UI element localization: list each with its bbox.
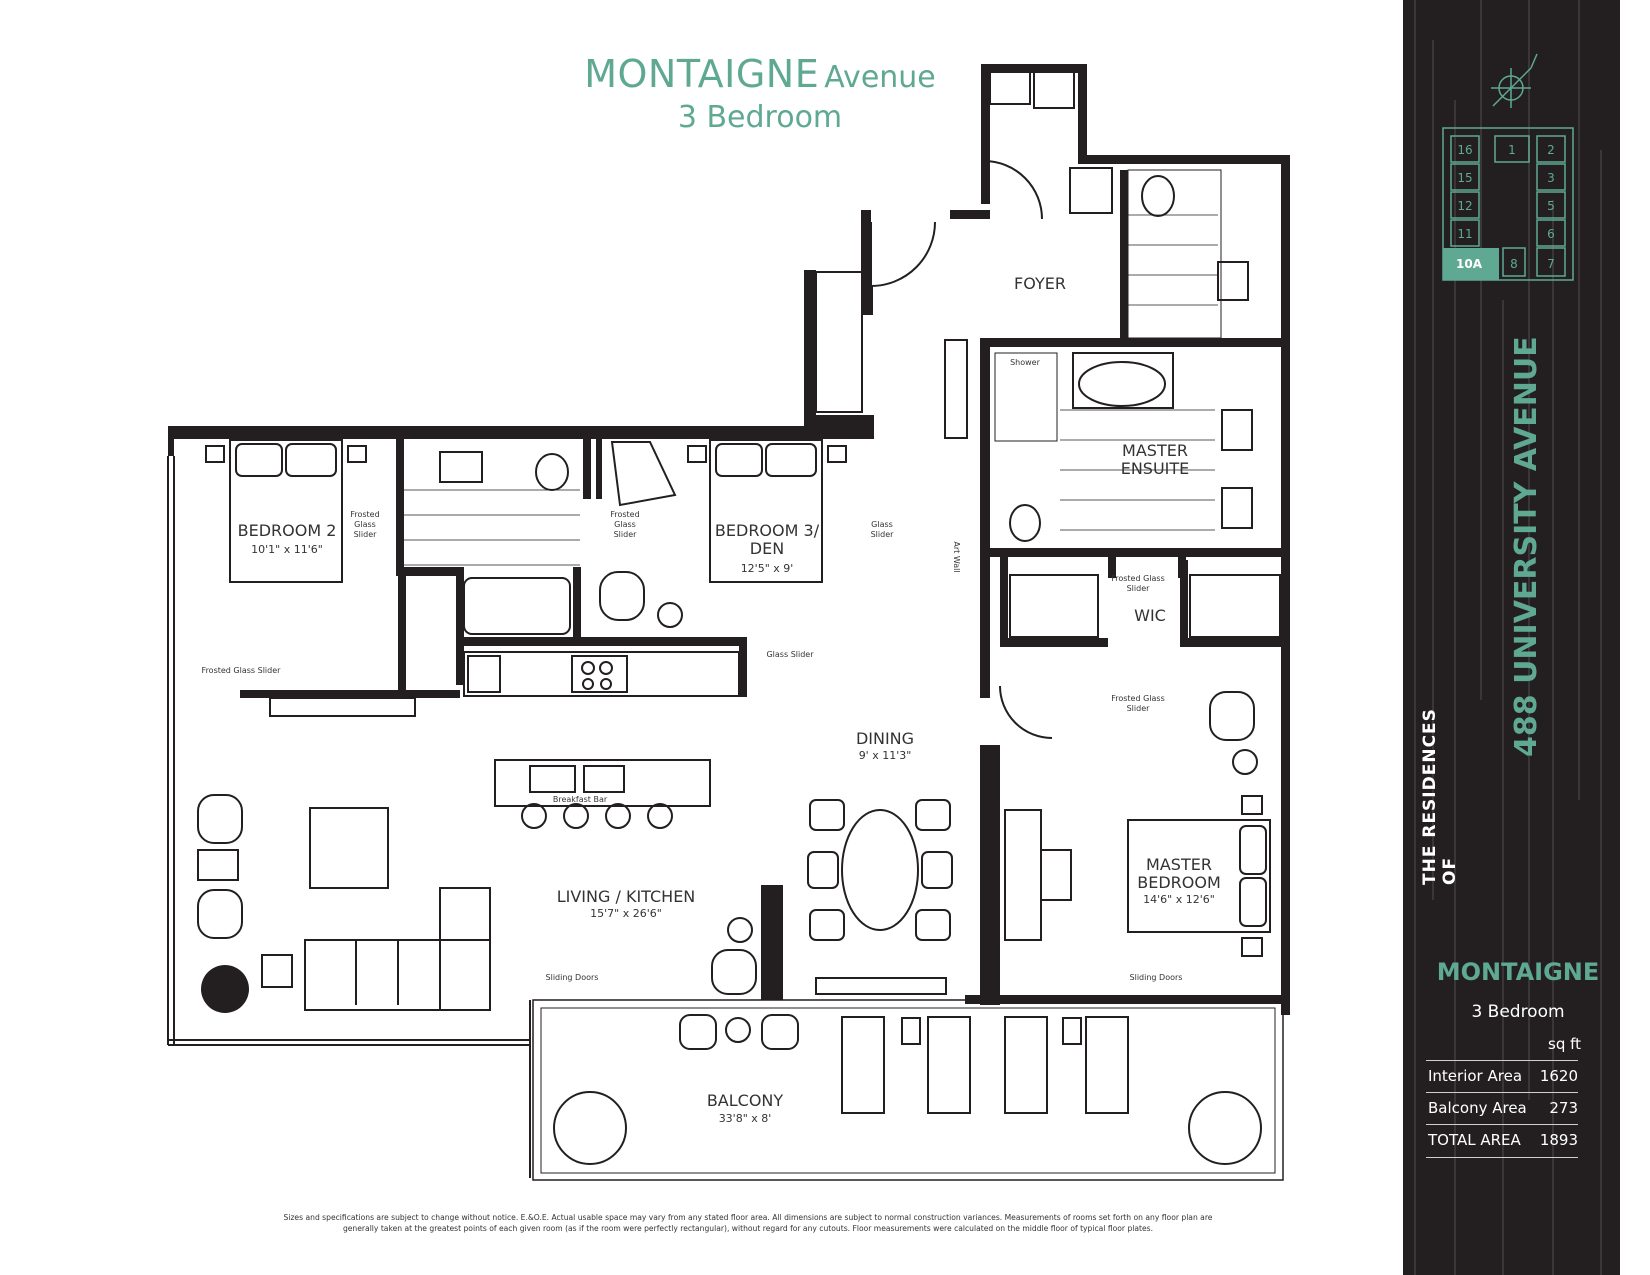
plan-subtitle: 3 Bedroom (677, 100, 843, 135)
area-row-total (1426, 1124, 1578, 1158)
area-row-balcony (1426, 1092, 1578, 1125)
round-table (201, 965, 249, 1013)
unit-12: 12 (1457, 199, 1473, 213)
frosted-slider-note-2: Frosted Glass Slider (610, 510, 640, 539)
area-row-interior (1426, 1060, 1578, 1093)
unit-15: 15 (1457, 171, 1473, 185)
living-dims: 15'7" x 26'6" (590, 907, 662, 920)
suite-word-title: Avenue (824, 60, 936, 95)
brand-title: 488 UNIVERSITY AVENUE (1509, 336, 1544, 757)
compass-icon (1491, 54, 1537, 108)
balcony-label: BALCONY (706, 1091, 784, 1110)
unit-6: 6 (1547, 227, 1555, 241)
unit-10a: 10A (1456, 257, 1482, 271)
bedroom2-label: BEDROOM 2 (237, 521, 337, 540)
unit-2: 2 (1547, 143, 1555, 157)
suite-name: MONTAIGNE (1436, 958, 1600, 986)
sliding-doors-note-2: Sliding Doors (1129, 973, 1183, 982)
area-value: 1620 (1539, 1067, 1578, 1085)
breakfast-bar-note: Breakfast Bar (552, 795, 608, 804)
brand-subtitle: THE RESIDENCES OF (1420, 708, 1460, 885)
area-label: Interior Area (1428, 1067, 1523, 1085)
frosted-glass-slider-left: Frosted Glass Slider (201, 666, 281, 675)
keyplan (1403, 40, 1620, 340)
unit-7: 7 (1547, 257, 1555, 271)
bedroom3-label: BEDROOM 3/ DEN (714, 521, 820, 558)
frosted-slider-wic-note: Frosted Glass Slider (1111, 574, 1165, 593)
art-wall-note: Art Wall (952, 541, 961, 573)
unit-5: 5 (1547, 199, 1555, 213)
balcony-dims: 33'8" x 8' (718, 1112, 772, 1125)
glass-slider-note-1: Glass Slider (870, 520, 894, 539)
unit-16: 16 (1457, 143, 1473, 157)
unit-8: 8 (1510, 257, 1518, 271)
suite-type: 3 Bedroom (1471, 1002, 1565, 1022)
area-unit: sq ft (1548, 1035, 1582, 1053)
area-value: 1893 (1539, 1131, 1578, 1149)
outlines (168, 72, 1283, 1180)
unit-1: 1 (1508, 143, 1516, 157)
dining-label: DINING (855, 729, 915, 748)
disclaimer: Sizes and specifications are subject to change without notice. E.&O.E. Actual usable space may vary from any stated floor area. All dimensions are subject to normal construction variances. Measurements of rooms set forth on any floor plan are generally taken at the greatest points of each given room (as if the room were perfectly rectangular), without regard for any cutouts. Floor measurements were calculated on the middle floor of typical floor plates. (283, 1213, 1213, 1233)
master-bedroom-label: MASTER BEDROOM (1137, 855, 1221, 892)
wic-label: WIC (1134, 606, 1166, 625)
suite-name-title: MONTAIGNE (584, 52, 820, 96)
master-bedroom-dims: 14'6" x 12'6" (1143, 893, 1215, 906)
master-ensuite-label: MASTER ENSUITE (1120, 441, 1190, 478)
foyer-label: FOYER (1014, 274, 1066, 293)
area-label: TOTAL AREA (1428, 1131, 1521, 1149)
unit-3: 3 (1547, 171, 1555, 185)
area-label: Balcony Area (1428, 1099, 1527, 1117)
bedroom2-dims: 10'1" x 11'6" (251, 543, 323, 556)
bedroom3-dims: 12'5" x 9' (740, 562, 794, 575)
living-label: LIVING / KITCHEN (556, 887, 696, 906)
sliding-doors-note-1: Sliding Doors (545, 973, 599, 982)
area-value: 273 (1549, 1099, 1578, 1117)
dining-dims: 9' x 11'3" (858, 749, 912, 762)
unit-11: 11 (1457, 227, 1473, 241)
frosted-slider-note-1: Frosted Glass Slider (350, 510, 380, 539)
glass-slider-note-2: Glass Slider (766, 650, 814, 659)
frosted-slider-master-note: Frosted Glass Slider (1111, 694, 1165, 713)
shower-note: Shower (1010, 358, 1040, 367)
